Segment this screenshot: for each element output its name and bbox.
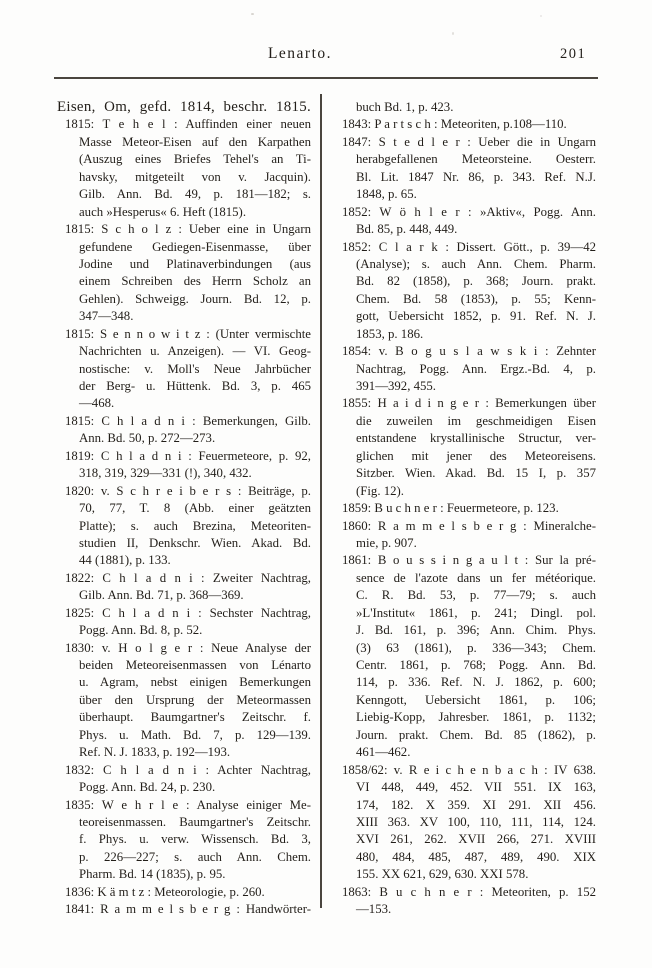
bib-line: Ref. N. J. 1833, p. 192—193.: [79, 745, 231, 760]
bib-entry: [57, 221, 311, 326]
scan-speck: [452, 32, 454, 35]
bib-line: 1815: S e n n o w i t z : (Unter vermischte: [65, 326, 311, 341]
bib-line: Centr. 1861, p. 768; Pogg. Ann. Bd.: [356, 658, 596, 672]
bib-line: Sitzber. Wien. Akad. Bd. 15 I, p. 357: [356, 466, 596, 481]
bib-line: 1815: C h l a d n i : Bemerkungen, Gilb.: [65, 413, 311, 428]
bib-line: Jodine und Platinaverbindungen (aus: [79, 256, 311, 271]
bib-line: sence de l'azote dans un fer météorique.: [356, 570, 596, 585]
bib-line: f. Phys. u. verw. Wissensch. Bd. 3,: [79, 832, 311, 847]
bib-line: über den Ursprung der Meteormassen: [79, 692, 311, 707]
bib-line: der Berg- u. Hüttenk. Bd. 3, p. 465: [79, 379, 311, 393]
bib-line: 1852: C l a r k : Dissert. Gött., p. 39—42: [342, 239, 596, 254]
bib-line: einem Schreiben des Herrn Scholz an: [79, 274, 311, 289]
bib-line: Kenngott, Uebersicht 1861, p. 106;: [356, 692, 596, 707]
bib-line: 1847: S t e d l e r : Ueber die in Ungarn: [342, 134, 596, 149]
bib-line: (Analyse); s. auch Ann. Chem. Pharm.: [356, 256, 596, 271]
bib-line: 391—392, 455.: [356, 379, 436, 393]
running-title: Lenarto.: [267, 45, 333, 62]
scan-speck: [251, 13, 254, 15]
bib-line: Gilb. Ann. Bd. 71, p. 368—369.: [79, 588, 244, 603]
heading-entry: [57, 99, 311, 116]
bib-line: 1841: R a m m e l s b e r g : Handwörter-: [65, 902, 311, 917]
bib-line: 174, 182. X 359. XI 291. XII 456.: [356, 797, 596, 812]
bib-entry: [57, 413, 311, 448]
left-column: [57, 99, 311, 919]
bib-line: »L'Institut« 1861, p. 241; Dingl. pol.: [356, 605, 596, 620]
bib-entry: [57, 605, 311, 640]
bib-line: 1854: v. B o g u s l a w s k i : Zehnter: [342, 344, 596, 359]
bib-line: 461—462.: [356, 745, 411, 760]
bib-line: C. R. Bd. 53, p. 77—79; s. auch: [356, 588, 596, 603]
bib-line: Eisen, Om, gefd. 1814, beschr. 1815.: [57, 99, 311, 115]
bib-line: 318, 319, 329—331 (!), 340, 432.: [79, 466, 252, 481]
bib-entry: [57, 640, 311, 762]
bib-line: —468.: [79, 396, 115, 411]
bib-line: Nachtrag, Pogg. Ann. Ergz.-Bd. 4, p.: [356, 361, 596, 376]
bib-line: entstandene krystallinische Structur, ver-: [356, 431, 596, 446]
bib-line: 1815: T e h e l : Auffinden einer neuen: [65, 117, 311, 132]
bib-line: gott, Uebersicht 1852, p. 91. Ref. N. J.: [356, 309, 596, 324]
bib-entry: [57, 326, 311, 413]
bib-line: 1863: B u c h n e r : Meteoriten, p. 152: [342, 884, 596, 899]
bib-line: Pogg. Ann. Bd. 24, p. 230.: [79, 780, 216, 795]
bib-line: 1843: P a r t s c h : Meteoriten, p.108—110.: [342, 117, 567, 132]
bib-entry: [57, 570, 311, 605]
bib-line: 1815: S c h o l z : Ueber eine in Ungarn: [65, 222, 311, 237]
bib-line: die zuweilen im geschmeidigen Eisen: [356, 413, 596, 428]
bib-line: 1820: v. S c h r e i b e r s : Beiträge, p.: [65, 483, 311, 498]
bib-line: glichen mit jener des Meteoreisens.: [356, 448, 596, 463]
bib-entry: [334, 239, 596, 344]
bib-line: 1822: C h l a d n i : Zweiter Nachtrag,: [65, 570, 311, 585]
bib-line: 155. XX 621, 629, 630. XXI 578.: [356, 867, 529, 882]
bib-line: 1825: C h l a d n i : Sechster Nachtrag,: [65, 605, 311, 620]
bib-line: Pharm. Bd. 14 (1835), p. 95.: [79, 867, 226, 882]
bib-entry: [334, 500, 596, 517]
bib-line: 1830: v. H o l g e r : Neue Analyse der: [65, 640, 311, 655]
bib-line: Phys. u. Math. Bd. 7, p. 129—139.: [79, 727, 311, 742]
bib-entry: [334, 518, 596, 553]
bib-line: 1861: B o u s s i n g a u l t : Sur la pré-: [342, 553, 596, 568]
bib-line: Bd. 85, p. 448, 449.: [356, 222, 458, 237]
bib-line: 1855: H a i d i n g e r : Bemerkungen über: [342, 396, 596, 411]
bib-line: 1836: K ä m t z : Meteorologie, p. 260.: [65, 884, 265, 899]
bib-entry: [334, 343, 596, 395]
bib-line: studien II, Denkschr. Wien. Akad. Bd.: [79, 535, 311, 550]
bib-entry: [57, 448, 311, 483]
bib-line: Bd. 82 (1858), p. 368; Journ. prakt.: [356, 274, 596, 289]
bib-line: gefundene Gediegen-Eisenmasse, über: [79, 239, 311, 254]
page-number: 201: [560, 46, 587, 62]
bib-line: Journ. prakt. Chem. Bd. 85 (1862), p.: [356, 727, 596, 742]
bib-line: 114, p. 336. Ref. N. J. 1862, p. 600;: [356, 675, 596, 690]
bib-line: herabgefallenen Meteorsteine. Oesterr.: [356, 152, 596, 167]
bib-line: 1860: R a m m e l s b e r g : Mineralche-: [342, 518, 596, 533]
bib-line: —153.: [356, 902, 392, 917]
bib-line: 1852: W ö h l e r : »Aktiv«, Pogg. Ann.: [342, 204, 596, 219]
bib-line: (3) 63 (1861), p. 336—343; Chem.: [356, 640, 596, 655]
bib-entry: [334, 99, 596, 116]
bib-line: Pogg. Ann. Bd. 8, p. 52.: [79, 623, 203, 638]
bib-entry: [334, 134, 596, 204]
bib-entry: [57, 884, 311, 901]
right-column: [334, 99, 596, 919]
bib-line: mie, p. 907.: [356, 535, 417, 550]
bib-entry: [334, 884, 596, 919]
bib-line: Chem. Bd. 58 (1853), p. 55; Kenn-: [356, 291, 596, 306]
bib-line: 1859: B u c h n e r : Feuermeteore, p. 123.: [342, 501, 559, 516]
bib-entry: [57, 483, 311, 570]
bib-line: beiden Meteoreisenmassen von Lénarto: [79, 658, 311, 672]
scan-speck: [540, 15, 542, 17]
bib-line: Platte); s. auch Brezina, Meteoriten-: [79, 518, 311, 533]
bib-entry: [57, 797, 311, 884]
bib-line: teoreisenmassen. Baumgartner's Zeitschr.: [79, 814, 311, 829]
header-rule: [54, 77, 598, 79]
column-divider: [320, 94, 322, 908]
bib-line: XIII 363. XV 100, 110, 111, 114, 124.: [356, 814, 596, 829]
bib-line: Ann. Bd. 50, p. 272—273.: [79, 431, 216, 446]
bib-entry: [334, 762, 596, 884]
bib-line: 1832: C h l a d n i : Achter Nachtrag,: [65, 762, 311, 777]
bib-line: Masse Meteor-Eisen auf den Karpathen: [79, 134, 311, 149]
bib-line: Gehlen). Schweigg. Journ. Bd. 12, p.: [79, 291, 311, 306]
bib-line: 1858/62: v. R e i c h e n b a c h : IV 638.: [342, 762, 596, 777]
bib-line: 44 (1881), p. 133.: [79, 553, 171, 568]
bib-entry: [57, 901, 311, 918]
bib-line: 1848, p. 65.: [356, 187, 417, 202]
bib-entry: [334, 204, 596, 239]
bib-line: auch »Hesperus« 6. Heft (1815).: [79, 204, 247, 219]
bib-line: 480, 484, 485, 487, 489, 490. XIX: [356, 849, 596, 864]
bib-entry: [334, 395, 596, 500]
bib-line: Bl. Lit. 1847 Nr. 86, p. 343. Ref. N.J.: [356, 169, 596, 184]
bib-line: 1853, p. 186.: [356, 326, 424, 341]
bib-line: (Auszug eines Briefes Tehel's an Ti-: [79, 152, 311, 167]
bib-line: J. Bd. 161, p. 396; Ann. Chim. Phys.: [356, 623, 596, 638]
bib-line: havsky, mitgeteilt von v. Jacquin).: [79, 169, 311, 184]
bib-line: VI 448, 449, 452. VII 551. IX 163,: [356, 780, 596, 795]
bib-line: 70, 77, T. 8 (Abb. einer geätzten: [79, 501, 311, 516]
bib-line: überhaupt. Baumgartner's Zeitschr. f.: [79, 710, 311, 725]
bib-line: nostische: v. Moll's Neue Jahrbücher: [79, 361, 311, 376]
bib-entry: [57, 116, 311, 221]
bib-line: Nachrichten u. Anzeigen). — VI. Geog-: [79, 344, 311, 359]
bib-line: 1835: W e h r l e : Analyse einiger Me-: [65, 797, 311, 812]
bib-line: Gilb. Ann. Bd. 49, p. 181—182; s.: [79, 187, 311, 202]
bib-line: u. Agram, nebst einigen Bemerkungen: [79, 675, 311, 690]
bib-line: p. 226—227; s. auch Ann. Chem.: [79, 849, 311, 864]
bib-line: XVI 261, 262. XVII 266, 271. XVIII: [356, 832, 596, 847]
bib-line: buch Bd. 1, p. 423.: [356, 100, 454, 114]
bib-entry: [334, 116, 596, 133]
bib-entry: [57, 762, 311, 797]
bib-line: 347—348.: [79, 309, 134, 324]
bib-line: (Fig. 12).: [356, 483, 404, 498]
bib-line: 1819: C h l a d n i : Feuermeteore, p. 92,: [65, 448, 311, 463]
bib-entry: [334, 552, 596, 761]
bib-line: Liebig-Kopp, Jahresber. 1861, p. 1132;: [356, 710, 596, 725]
